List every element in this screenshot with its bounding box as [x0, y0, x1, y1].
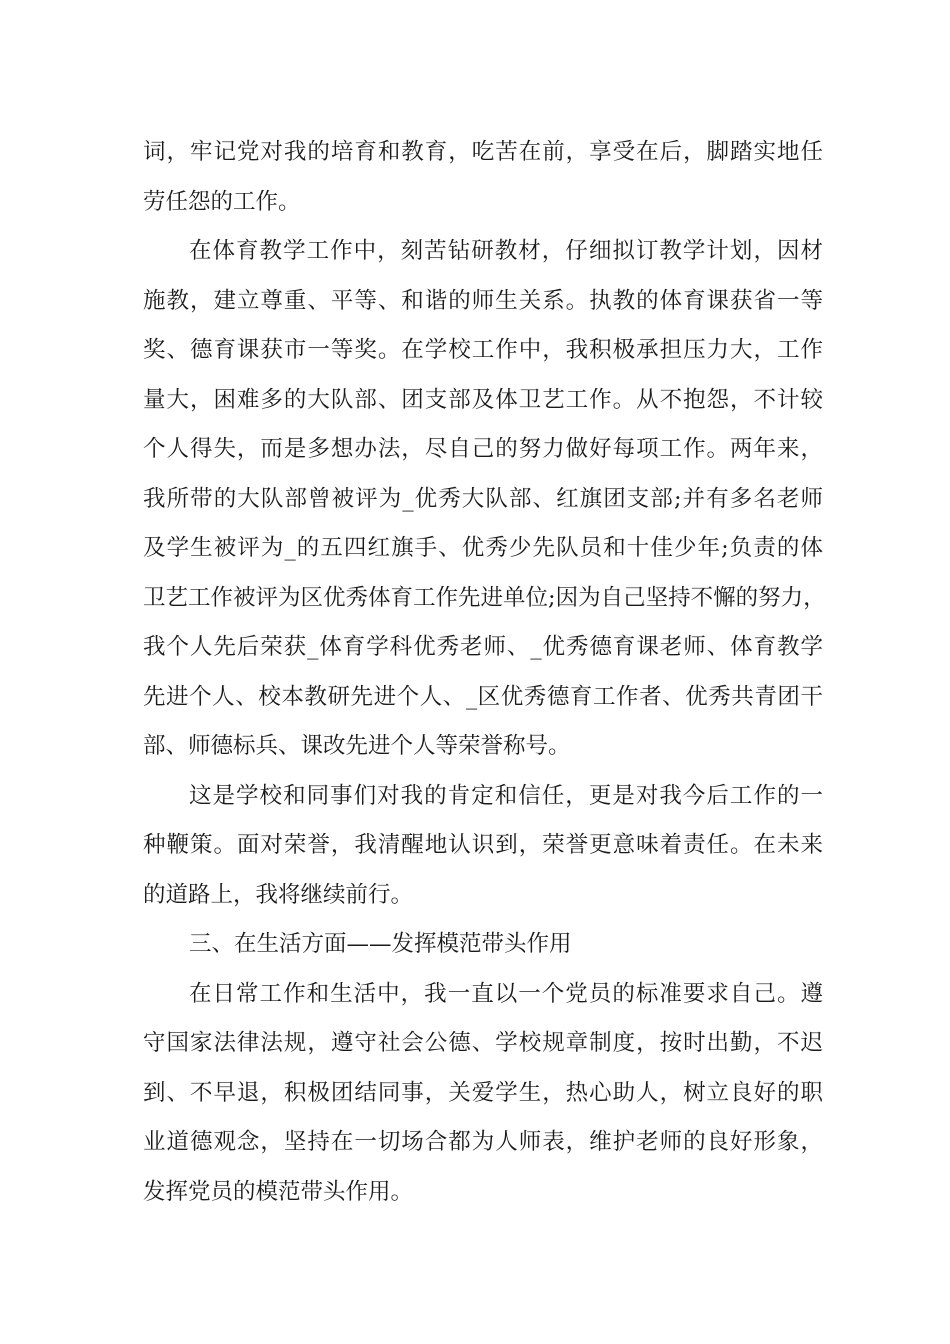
paragraph-line: 及学生被评为_的五四红旗手、优秀少先队员和十佳少年;负责的体 [143, 535, 823, 561]
paragraph-line: 我个人先后荣获_体育学科优秀老师、_优秀德育课老师、体育教学 [143, 634, 823, 660]
paragraph-line: 奖、德育课获市一等奖。在学校工作中，我积极承担压力大，工作 [143, 337, 823, 363]
paragraph-line: 施教，建立尊重、平等、和谐的师生关系。执教的体育课获省一等 [143, 288, 823, 314]
paragraph-line: 到、不早退，积极团结同事，关爱学生，热心助人，树立良好的职 [143, 1080, 823, 1106]
paragraph-line: 部、师德标兵、课改先进个人等荣誉称号。 [143, 733, 571, 759]
paragraph-first-line: 在体育教学工作中，刻苦钻研教材，仔细拟订教学计划，因材 [189, 238, 823, 264]
paragraph-line: 业道德观念，坚持在一切场合都为人师表，维护老师的良好形象， [143, 1129, 823, 1155]
paragraph-line: 先进个人、校本教研先进个人、_区优秀德育工作者、优秀共青团干 [143, 684, 823, 710]
paragraph-line: 我所带的大队部曾被评为_优秀大队部、红旗团支部;并有多名老师 [143, 486, 823, 512]
paragraph-line: 的道路上，我将继续前行。 [143, 882, 414, 908]
paragraph-line: 量大，困难多的大队部、团支部及体卫艺工作。从不抱怨，不计较 [143, 387, 823, 413]
paragraph-first-line: 这是学校和同事们对我的肯定和信任，更是对我今后工作的一 [189, 783, 823, 809]
section-heading: 三、在生活方面——发挥模范带头作用 [189, 931, 572, 957]
paragraph-line: 发挥党员的模范带头作用。 [143, 1179, 414, 1205]
paragraph-line: 个人得失，而是多想办法，尽自己的努力做好每项工作。两年来， [143, 436, 823, 462]
paragraph-line: 词，牢记党对我的培育和教育，吃苦在前，享受在后，脚踏实地任 [143, 139, 823, 165]
paragraph-line: 守国家法律法规，遵守社会公德、学校规章制度，按时出勤，不迟 [143, 1030, 823, 1056]
paragraph-line: 劳任怨的工作。 [143, 189, 301, 215]
paragraph-line: 卫艺工作被评为区优秀体育工作先进单位;因为自己坚持不懈的努力， [143, 585, 826, 611]
paragraph-line: 种鞭策。面对荣誉，我清醒地认识到，荣誉更意味着责任。在未来 [143, 832, 823, 858]
paragraph-first-line: 在日常工作和生活中，我一直以一个党员的标准要求自己。遵 [189, 981, 823, 1007]
